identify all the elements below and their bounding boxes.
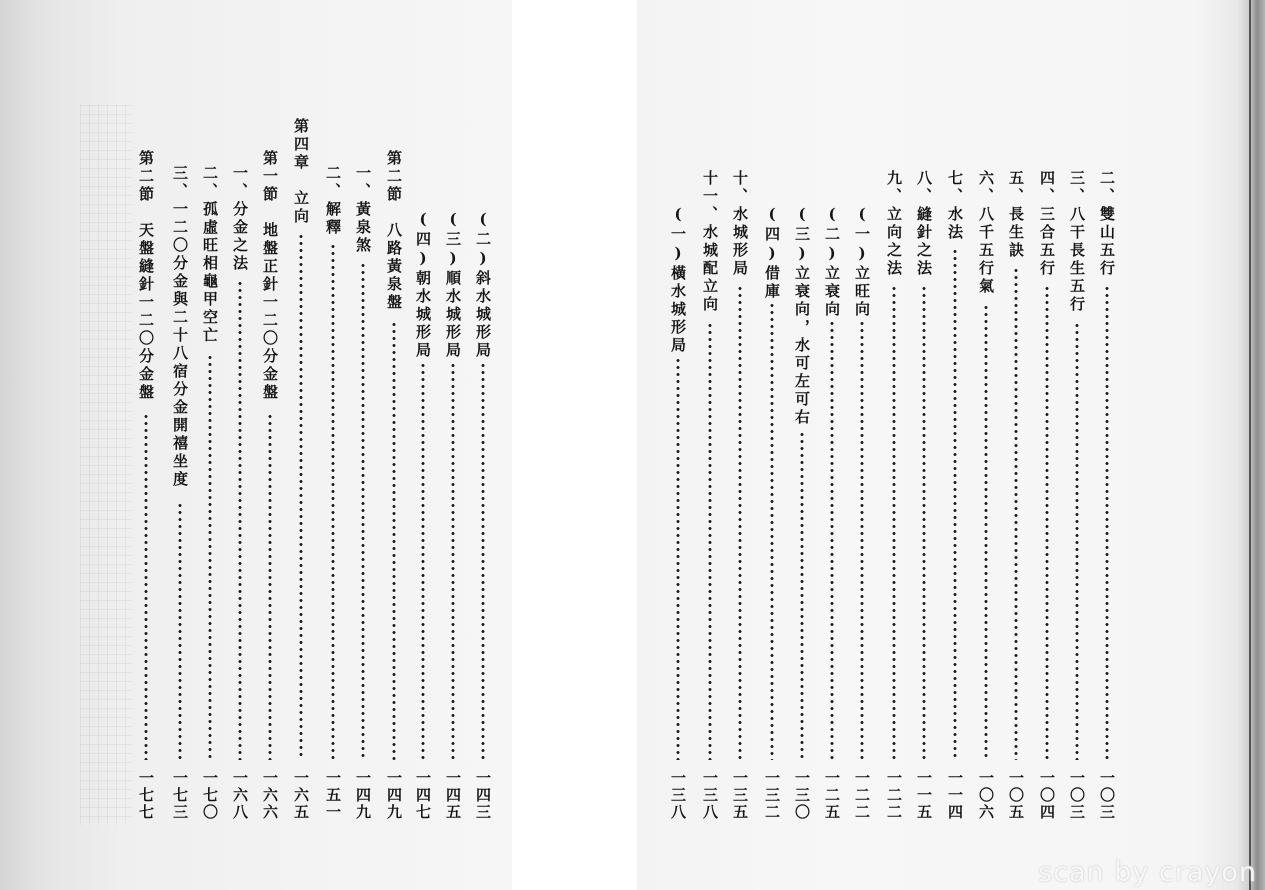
toc-page-number: 一四七: [414, 770, 432, 821]
dot-leader: [320, 243, 346, 760]
toc-page-number: 一三五: [731, 770, 749, 821]
dot-leader: [849, 320, 875, 760]
toc-page-number: 一四九: [385, 770, 403, 821]
dot-leader: [1003, 267, 1029, 761]
dot-leader: [665, 357, 691, 760]
toc-entry-title: (二)斜水城形局: [474, 210, 492, 360]
dot-leader: [819, 320, 845, 760]
toc-entry-title: 一、黃泉煞: [354, 165, 372, 255]
dot-leader: [350, 262, 376, 761]
dot-leader: [1094, 285, 1120, 760]
dot-leader: [789, 431, 815, 760]
toc-entry-title: 二、解釋: [324, 165, 342, 237]
toc-page-number: 一六五: [292, 770, 310, 821]
toc-page-number: 一二五: [823, 770, 841, 821]
toc-entry-title: (一)立旺向: [853, 205, 871, 319]
toc-entry-title: 一、分金之法: [231, 165, 249, 273]
toc-page-number: 一六八: [231, 770, 249, 821]
toc-entry-title: 七、水法: [946, 170, 964, 242]
dot-leader: [759, 302, 785, 761]
toc-entry-title: 第二節 天盤縫針一二〇分金盤: [137, 150, 155, 402]
toc-entry-title: 二、孤虛旺相龜甲空亡: [201, 165, 219, 345]
toc-page-number: 一〇六: [977, 770, 995, 821]
dot-leader: [227, 280, 253, 760]
toc-page-number: 一一五: [915, 770, 933, 821]
toc-page-number: 一七三: [171, 770, 189, 821]
toc-entry-title: 六、八千五行氣: [977, 170, 995, 296]
faint-grid-mark: [80, 105, 132, 825]
dot-leader: [133, 413, 159, 760]
toc-entry-title: 四、三合五行: [1038, 170, 1056, 278]
toc-page-number: 一一四: [946, 770, 964, 821]
toc-page-number: 一〇四: [1038, 770, 1056, 821]
toc-entry-title: 十、水城形局: [731, 170, 749, 278]
dot-leader: [697, 322, 723, 760]
dot-leader: [1034, 285, 1060, 760]
toc-page-number: 一七〇: [201, 770, 219, 821]
toc-page-number: 一〇五: [1007, 770, 1025, 821]
toc-page-number: 一四五: [444, 770, 462, 821]
toc-page-number: 一〇三: [1068, 770, 1086, 821]
toc-page-number: 一二二: [853, 770, 871, 821]
dot-leader: [942, 248, 968, 760]
toc-entry-title: 十一、水城配立向: [701, 170, 719, 314]
dot-leader: [440, 362, 466, 760]
toc-entry-title: 二、雙山五行: [1098, 170, 1116, 278]
dot-leader: [381, 321, 407, 761]
toc-page-number: 一三八: [701, 770, 719, 821]
toc-entry-title: (四)朝水城形局: [414, 210, 432, 360]
toc-entry-title: 第一節 地盤正針一二〇分金盤: [261, 150, 279, 402]
toc-entry-title: 第二節 八路黃泉盤: [385, 150, 403, 312]
dot-leader: [470, 362, 496, 760]
toc-entry-title: 第四章 立向: [292, 118, 310, 226]
toc-entry-title: (一)橫水城形局: [669, 205, 687, 355]
dot-leader: [1064, 322, 1090, 760]
toc-page-number: 一三八: [669, 770, 687, 821]
toc-entry-title: 三、一二〇分金與二十八宿分金開禧坐度: [171, 165, 189, 489]
toc-page-number: 一五一: [324, 770, 342, 821]
toc-entry-title: 五、長生訣: [1007, 170, 1025, 260]
toc-entry-title: (三)順水城形局: [444, 210, 462, 360]
toc-page-number: 一三〇: [793, 770, 811, 821]
toc-page-number: 一二二: [885, 770, 903, 821]
dot-leader: [167, 502, 193, 760]
toc-page-number: 一三二: [763, 770, 781, 821]
toc-entry-title: 八、縫針之法: [915, 170, 933, 278]
toc-entry-title: (四)借庫: [763, 205, 781, 301]
toc-page-number: 一四九: [354, 770, 372, 821]
watermark-text: scan by crayon: [1038, 857, 1257, 888]
dot-leader: [727, 285, 753, 760]
toc-page-number: 一〇三: [1098, 770, 1116, 821]
toc-page-number: 一七七: [137, 770, 155, 821]
dot-leader: [911, 285, 937, 760]
dot-leader: [257, 413, 283, 760]
toc-entry-title: 三、八干長生五行: [1068, 170, 1086, 314]
page-gutter: [512, 0, 637, 890]
dot-leader: [881, 285, 907, 760]
dot-leader: [288, 233, 314, 760]
dot-leader: [973, 304, 999, 761]
book-edge-line: [1249, 0, 1251, 890]
dot-leader: [197, 354, 223, 760]
toc-entry-title: (二)立衰向: [823, 205, 841, 319]
toc-page-number: 一四三: [474, 770, 492, 821]
toc-entry-title: 九、立向之法: [885, 170, 903, 278]
toc-page-number: 一六六: [261, 770, 279, 821]
dot-leader: [410, 362, 436, 760]
toc-entry-title: (三)立衰向，水可左可右: [793, 205, 811, 427]
